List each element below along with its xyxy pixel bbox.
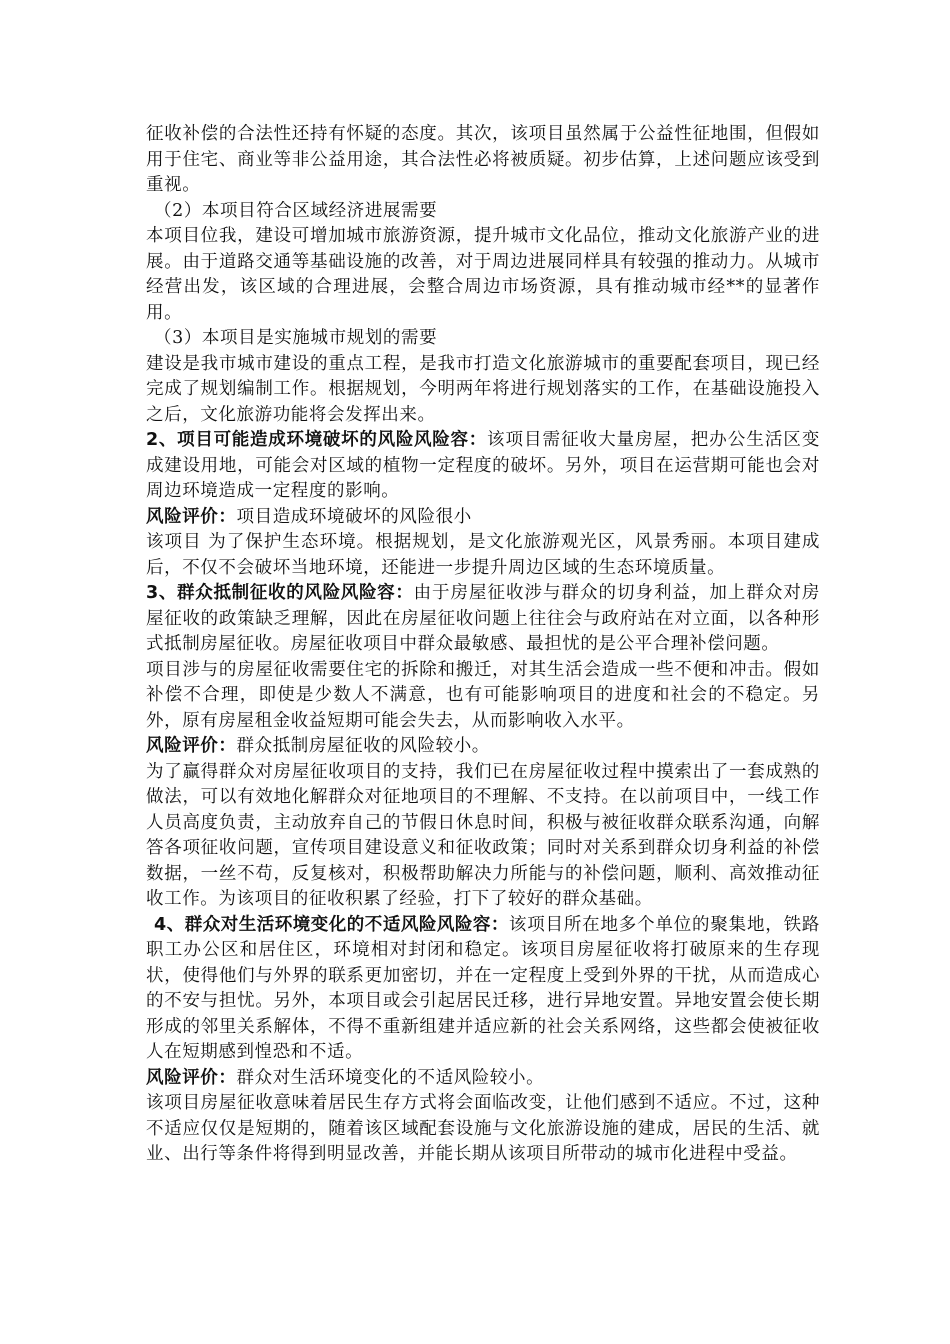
section-4-paragraph: 该项目房屋征收意味着居民生存方式将会面临改变，让他们感到不适应。不过，这种不适应仅仅是短期的，随着该区域配套设施与文化旅游设施的建成，居民的生活、就业、出行等条件将得到明显改善，并能长期从该项目所带动的城市化进程中受益。 <box>146 1093 820 1164</box>
section-4-eval-label: 风险评价： <box>146 1067 237 1088</box>
paragraph-5: 建设是我市城市建设的重点工程，是我市打造文化旅游城市的重要配套项目，现已经完成了规划编制工作。根据规划，今明两年将进行规划落实的工作，在基础设施投入之后，文化旅游功能将会发挥出来。 <box>146 353 820 425</box>
section-3-evaluation <box>146 734 820 760</box>
subheading-3: （3）本项目是实施城市规划的需要 <box>154 328 438 348</box>
section-4-body: 该项目所在地多个单位的聚集地，铁路职工办公区和居住区，环境相对封闭和稳定。该项目房屋征收将打破原来的生存现状，使得他们与外界的联系更加密切，并在一定程度上受到外界的干扰，从而造成心的不安与担忧。另外，本项目或会引起居民迁移，进行异地安置。异地安置会使长期形成的邻里关系解体，不得不重新组建并适应新的社会关系网络，这些都会使被征收人在短期感到惶恐和不适。 <box>146 914 820 1062</box>
section-2-body: 该项目需征收大量房屋，把办公生活区变成建设用地，可能会对区域的植物一定程度的破坏。另外，项目在运营期可能也会对周边环境造成一定程度的影响。 <box>146 430 820 501</box>
section-4-heading: 4、群众对生活环境变化的不适风险风险容： <box>154 914 509 935</box>
section-3-paragraph-2: 为了赢得群众对房屋征收项目的支持，我们已在房屋征收过程中摸索出了一套成熟的做法，可以有效地化解群众对征地项目的不理解、不支持。在以前项目中，一线工作人员高度负责，主动放弃自己的节假日休息时间，积极与被征收群众联系沟通，向解答各项征收问题，宣传项目建设意义和征收政策；同时对关系到群众切身利益的补偿数据，一丝不苟，反复核对，积极帮助解决力所能与的补偿问题，顺利、高效推动征收工作。为该项目的征收积累了经验，打下了较好的群众基础。 <box>146 761 820 909</box>
section-3-eval-label: 风险评价： <box>146 736 237 756</box>
section-4-evaluation <box>146 1066 820 1092</box>
subheading-2: （2）本项目符合区域经济进展需要 <box>154 200 438 221</box>
section-2-evaluation <box>146 505 820 531</box>
section-2-heading: 2、项目可能造成环境破坏的风险风险容： <box>146 430 487 450</box>
section-3-body: 由于房屋征收涉与群众的切身利益，加上群众对房屋征收的政策缺乏理解，因此在房屋征收问题上往往会与政府站在对立面，以各种形式抵制房屋征收。房屋征收项目中群众最敏感、最担忧的是公平合理补偿问题。 <box>146 583 820 654</box>
section-2-paragraph: 该项目 为了保护生态环境。根据规划，是文化旅游观光区，风景秀丽。本项目建成后，不仅不会破坏当地环境，还能进一步提升周边区域的生态环境质量。 <box>146 532 820 578</box>
section-4 <box>146 913 820 1066</box>
section-2-eval-label: 风险评价： <box>146 506 237 527</box>
section-3-eval-text: 群众抵制房屋征收的风险较小。 <box>236 736 490 756</box>
section-2-eval-text: 项目造成环境破坏的风险很小 <box>236 506 472 527</box>
paragraph-1: 征收补偿的合法性还持有怀疑的态度。其次，该项目虽然属于公益性征地围，但假如用于住宅、商业等非公益用途，其合法性必将被质疑。初步估算，上述问题应该受到重视。 <box>146 124 820 195</box>
section-3-paragraph: 项目涉与的房屋征收需要住宅的拆除和搬迁，对其生活会造成一些不便和冲击。假如补偿不合理，即使是少数人不满意，也有可能影响项目的进度和社会的不稳定。另外，原有房屋租金收益短期可能会失去，从而影响收入水平。 <box>146 659 820 731</box>
section-2 <box>146 428 820 505</box>
section-4-eval-text: 群众对生活环境变化的不适风险较小。 <box>236 1067 545 1088</box>
section-3 <box>146 581 820 658</box>
paragraph-3: 本项目位我，建设可增加城市旅游资源，提升城市文化品位，推动文化旅游产业的进展。由于道路交通等基础设施的改善，对于周边进展同样具有较强的推动力。从城市经营出发，该区域的合理进展，会整合周边市场资源，具有推动城市经**的显著作用。 <box>146 226 820 323</box>
section-3-heading: 3、群众抵制征收的风险风险容： <box>146 583 414 603</box>
